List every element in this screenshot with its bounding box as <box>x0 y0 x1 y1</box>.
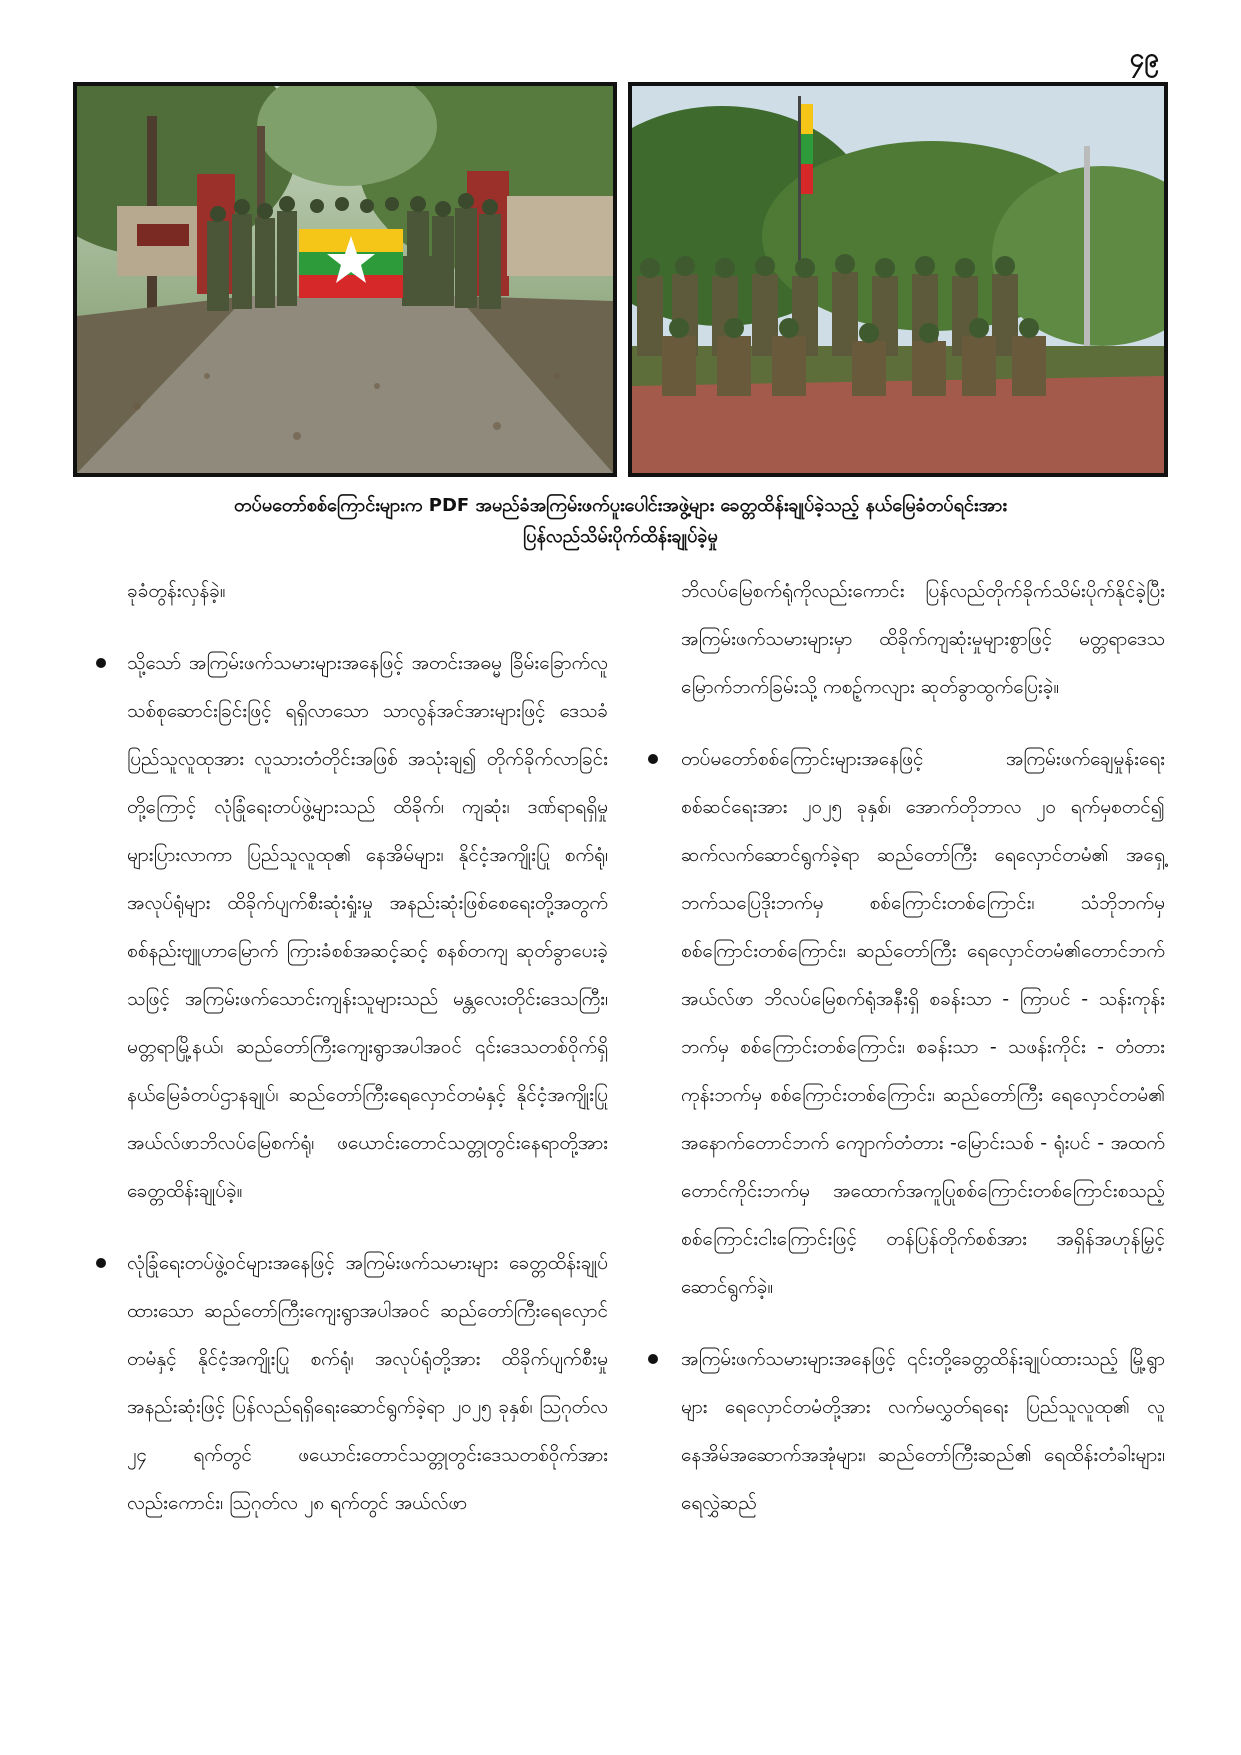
caption-line-2: ပြန်လည်သိမ်းပိုက်ထိန်းချုပ်ခဲ့မှု <box>523 526 718 547</box>
left-bullet-text: သို့သော် အကြမ်းဖက်သမားများအနေဖြင့် အတင်းအဓမ္မ ခြိမ်းခြောက်လူသစ်စုဆောင်းခြင်းဖြင့် ရရှိလာသော သာလွန်အင်အားများဖြင့် ဒေသခံပြည်သူလူထုအား လူသားတံတိုင်းအဖြစ် အသုံးချ၍ တိုက်ခိုက်လာခြင်းတို့ကြောင့် လုံခြုံရေးတပ်ဖွဲ့များသည် ထိခိုက်၊ ကျဆုံး၊ ဒဏ်ရာရရှိမှု များပြားလာကာ ပြည်သူလူထု၏ နေအိမ်များ၊ နိုင်ငံ့အကျိုးပြု စက်ရုံ၊ အလုပ်ရုံများ ထိခိုက်ပျက်စီးဆုံးရှုံးမှု အနည်းဆုံးဖြစ်စေရေးတို့အတွက် စစ်နည်းဗျူဟာမြောက် ကြားခံစစ်အဆင့်ဆင့် စနစ်တကျ ဆုတ်ခွာပေးခဲ့သဖြင့် အကြမ်းဖက်သောင်းကျန်းသူများသည် မန္တလေးတိုင်းဒေသကြီး၊ မတ္တရာမြို့နယ်၊ ဆည်တော်ကြီးကျေးရွာအပါအဝင် ၎င်းဒေသတစ်ဝိုက်ရှိ နယ်မြေခံတပ်ဌာနချုပ်၊ ဆည်တော်ကြီးရေလှောင်တမံနှင့် နိုင်ငံ့အကျိုးပြု အယ်လ်ဖာဘိလပ်မြေစက်ရုံ၊ ဖယောင်းတောင်သတ္တုတွင်းနေရာတို့အား ခေတ္တထိန်းချုပ်ခဲ့။ <box>127 652 608 1202</box>
right-bullet-item <box>640 735 1165 1311</box>
photo-soldiers-with-flag-image <box>632 86 1164 473</box>
photo-soldiers-with-flag <box>628 82 1168 477</box>
left-bullet-item <box>88 639 608 1215</box>
bullet-marker <box>96 1258 106 1268</box>
left-bullet-item <box>88 1239 608 1527</box>
flag-right-red <box>801 164 813 194</box>
flag-left <box>299 229 403 298</box>
flag-right <box>801 104 813 194</box>
left-column <box>88 567 608 1527</box>
bullet-marker <box>96 658 106 668</box>
right-continuation-paragraph: ဘိလပ်မြေစက်ရုံကိုလည်းကောင်း ပြန်လည်တိုက်ခိုက်သိမ်းပိုက်နိုင်ခဲ့ပြီး အကြမ်းဖက်သမားများမှာ ထိခိုက်ကျဆုံးမှုများစွာဖြင့် မတ္တရာဒေသ မြောက်ဘက်ခြမ်းသို့ ကစဉ့်ကလျား ဆုတ်ခွာထွက်ပြေးခဲ့။ <box>681 580 1165 698</box>
left-continuation-paragraph: ခုခံတွန်းလှန်ခဲ့။ <box>127 580 226 602</box>
flag-right-yellow <box>801 104 813 134</box>
photo-soldiers-at-gate-image <box>77 86 613 473</box>
bullet-marker <box>648 1354 658 1364</box>
right-bullet-item <box>640 1335 1165 1527</box>
right-bullet-text: တပ်မတော်စစ်ကြောင်းများအနေဖြင့် အကြမ်းဖက်ချေမှုန်းရေးစစ်ဆင်ရေးအား ၂၀၂၅ ခုနှစ်၊ အောက်တိုဘာလ ၂၀ ရက်မှစတင်၍ ဆက်လက်ဆောင်ရွက်ခဲ့ရာ ဆည်တော်ကြီး ရေလှောင်တမံ၏ အရှေ့ဘက်သပြေဒိုးဘက်မှ စစ်ကြောင်းတစ်ကြောင်း၊ သံဘိုဘက်မှ စစ်ကြောင်းတစ်ကြောင်း၊ ဆည်တော်ကြီး ရေလှောင်တမံ၏တောင်ဘက် အယ်လ်ဖာ ဘိလပ်မြေစက်ရုံအနီးရှိ စခန်းသာ - ကြာပင် - သန်းကုန်းဘက်မှ စစ်ကြောင်းတစ်ကြောင်း၊ စခန်းသာ - သဖန်းကိုင်း - တံတားကုန်းဘက်မှ စစ်ကြောင်းတစ်ကြောင်း၊ ဆည်တော်ကြီး ရေလှောင်တမံ၏ အနောက်တောင်ဘက် ကျောက်တံတား -မြောင်းသစ် - ရုံးပင် - အထက် တောင်ကိုင်းဘက်မှ အထောက်အကူပြုစစ်ကြောင်းတစ်ကြောင်းစသည့် စစ်ကြောင်းငါးကြောင်းဖြင့် တန်ပြန်တိုက်စစ်အား အရှိန်အဟုန်မြှင့်ဆောင်ရွက်ခဲ့။ <box>681 748 1165 1298</box>
right-column <box>640 567 1165 1527</box>
right-bullet-text: အကြမ်းဖက်သမားများအနေဖြင့် ၎င်းတို့ခေတ္တထိန်းချုပ်ထားသည့် မြို့ရွာများ ရေလှောင်တမံတို့အား လက်မလွှတ်ရရေး ပြည်သူလူထု၏ လူနေအိမ်အဆောက်အအုံများ၊ ဆည်တော်ကြီးဆည်၏ ရေထိန်းတံခါးများ၊ ရေလွှဲဆည် <box>681 1348 1165 1514</box>
left-bullet-text: လုံခြုံရေးတပ်ဖွဲ့ဝင်များအနေဖြင့် အကြမ်းဖက်သမားများ ခေတ္တထိန်းချုပ်ထားသော ဆည်တော်ကြီးကျေးရွာအပါအဝင် ဆည်တော်ကြီးရေလှောင်တမံနှင့် နိုင်ငံ့အကျိုးပြု စက်ရုံ၊ အလုပ်ရုံတို့အား ထိခိုက်ပျက်စီးမှုအနည်းဆုံးဖြင့် ပြန်လည်ရရှိရေးဆောင်ရွက်ခဲ့ရာ ၂၀၂၅ ခုနှစ်၊ ဩဂုတ်လ ၂၄ ရက်တွင် ဖယောင်းတောင်သတ္တုတွင်းဒေသတစ်ဝိုက်အားလည်းကောင်း၊ ဩဂုတ်လ ၂၈ ရက်တွင် အယ်လ်ဖာ <box>127 1252 608 1514</box>
photo-soldiers-at-gate <box>73 82 617 477</box>
flag-left-red <box>299 275 403 298</box>
page-number: ၄၉ <box>1129 43 1159 73</box>
flag-right-green <box>801 134 813 164</box>
caption-line-1: တပ်မတော်စစ်ကြောင်းများက PDF အမည်ခံအကြမ်းဖက်ပူးပေါင်းအဖွဲ့များ ခေတ္တထိန်းချုပ်ခဲ့သည့် နယ်မြေခံတပ်ရင်းအား <box>234 495 1007 516</box>
photo-caption <box>80 490 1161 552</box>
bullet-marker <box>648 754 658 764</box>
